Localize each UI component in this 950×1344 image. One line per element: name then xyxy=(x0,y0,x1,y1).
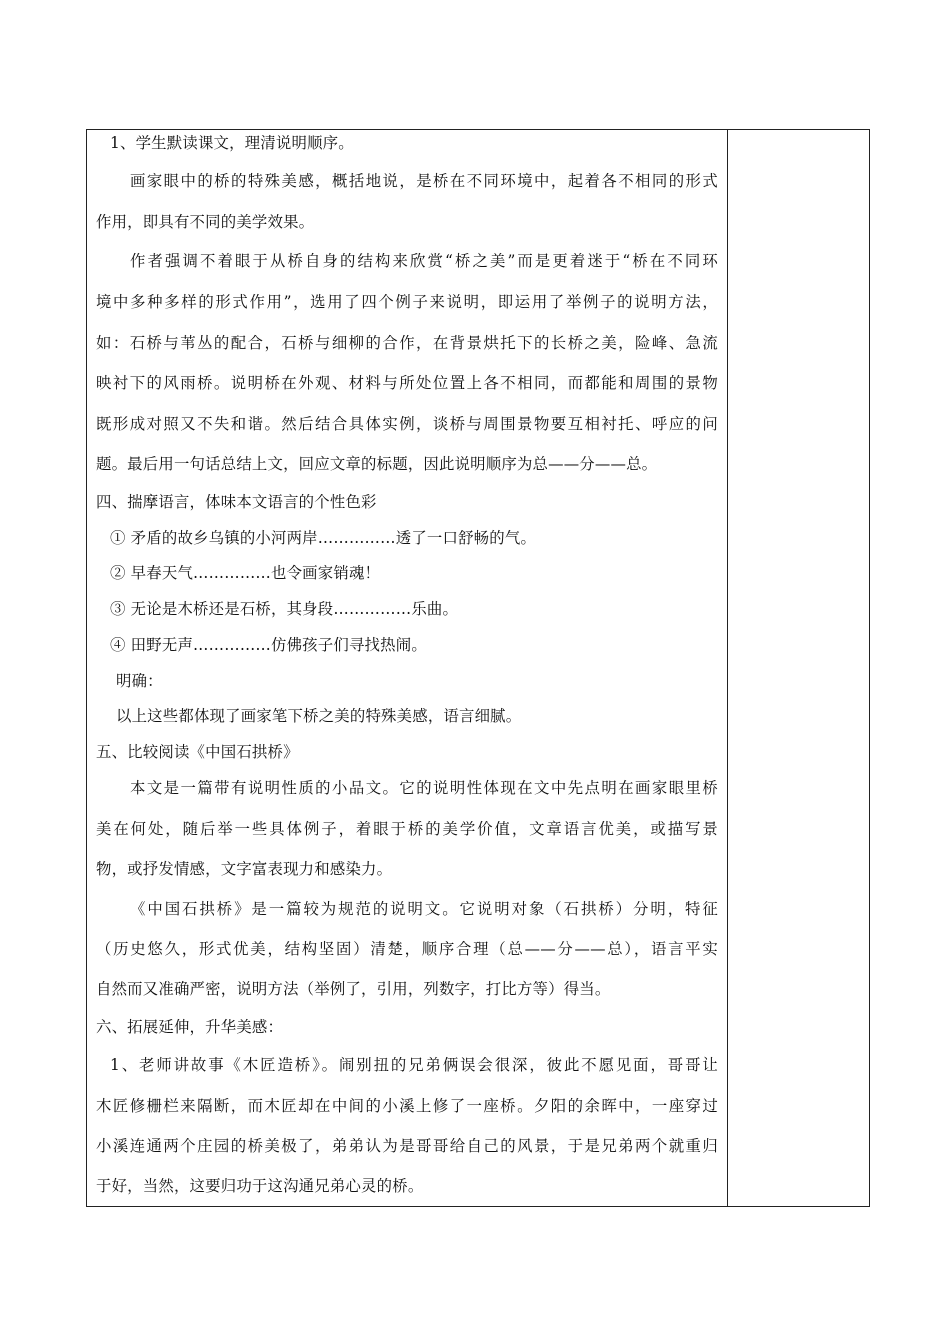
text-line: 小溪连通两个庄园的桥美极了，弟弟认为是哥哥给自己的风景，于是兄弟两个就重归 xyxy=(96,1137,718,1155)
text-line: 题。最后用一句话总结上文，回应文章的标题，因此说明顺序为总——分——总。 xyxy=(96,455,658,473)
section-heading: 五、比较阅读《中国石拱桥》 xyxy=(96,743,299,761)
text-line: 自然而又准确严密，说明方法（举例了，引用，列数字，打比方等）得当。 xyxy=(96,980,611,998)
text-line: 以上这些都体现了画家笔下桥之美的特殊美感，语言细腻。 xyxy=(116,707,522,725)
text-line: 1、学生默读课文，理清说明顺序。 xyxy=(110,134,354,152)
list-item: ② 早春天气……………也令画家销魂！ xyxy=(110,564,381,582)
section-heading: 六、拓展延伸，升华美感： xyxy=(96,1018,284,1036)
section-heading: 四、揣摩语言，体味本文语言的个性色彩 xyxy=(96,493,377,511)
table-frame xyxy=(86,129,870,1207)
list-item: ① 矛盾的故乡乌镇的小河两岸……………透了一口舒畅的气。 xyxy=(110,529,537,547)
text-line: 如：石桥与苇丛的配合，石桥与细柳的合作，在背景烘托下的长桥之美，险峰、急流 xyxy=(96,334,718,352)
text-line: 本文是一篇带有说明性质的小品文。它的说明性体现在文中先点明在画家眼里桥 xyxy=(130,779,718,797)
text-line: 映衬下的风雨桥。说明桥在外观、材料与所处位置上各不相同，而都能和周围的景物 xyxy=(96,374,718,392)
text-line: 境中多种多样的形式作用”，选用了四个例子来说明，即运用了举例子的说明方法， xyxy=(96,293,718,311)
list-item: ③ 无论是木桥还是石桥，其身段……………乐曲。 xyxy=(110,600,459,618)
text-line: 美在何处，随后举一些具体例子，着眼于桥的美学价值，文章语言优美，或描写景 xyxy=(96,820,718,838)
list-item: ④ 田野无声……………仿佛孩子们寻找热闹。 xyxy=(110,636,427,654)
text-line: 既形成对照又不失和谐。然后结合具体实例，谈桥与周围景物要互相衬托、呼应的问 xyxy=(96,415,718,433)
text-line: 明确： xyxy=(116,672,163,690)
text-line: 画家眼中的桥的特殊美感，概括地说，是桥在不同环境中，起着各不相同的形式 xyxy=(130,172,718,190)
text-line: 木匠修栅栏来隔断，而木匠却在中间的小溪上修了一座桥。夕阳的余晖中，一座穿过 xyxy=(96,1097,718,1115)
text-line: （历史悠久，形式优美，结构坚固）清楚，顺序合理（总——分——总），语言平实 xyxy=(96,940,718,958)
text-line: 物，或抒发情感，文字富表现力和感染力。 xyxy=(96,860,393,878)
text-line: 作者强调不着眼于从桥自身的结构来欣赏“桥之美”而是更着迷于“桥在不同环 xyxy=(130,252,718,270)
text-line: 作用，即具有不同的美学效果。 xyxy=(96,213,315,231)
column-divider xyxy=(727,129,728,1207)
text-line: 于好，当然，这要归功于这沟通兄弟心灵的桥。 xyxy=(96,1177,424,1195)
text-line: 《中国石拱桥》是一篇较为规范的说明文。它说明对象（石拱桥）分明，特征 xyxy=(130,900,718,918)
text-line: 1、老师讲故事《木匠造桥》。闹别扭的兄弟俩误会很深，彼此不愿见面，哥哥让 xyxy=(110,1056,718,1074)
